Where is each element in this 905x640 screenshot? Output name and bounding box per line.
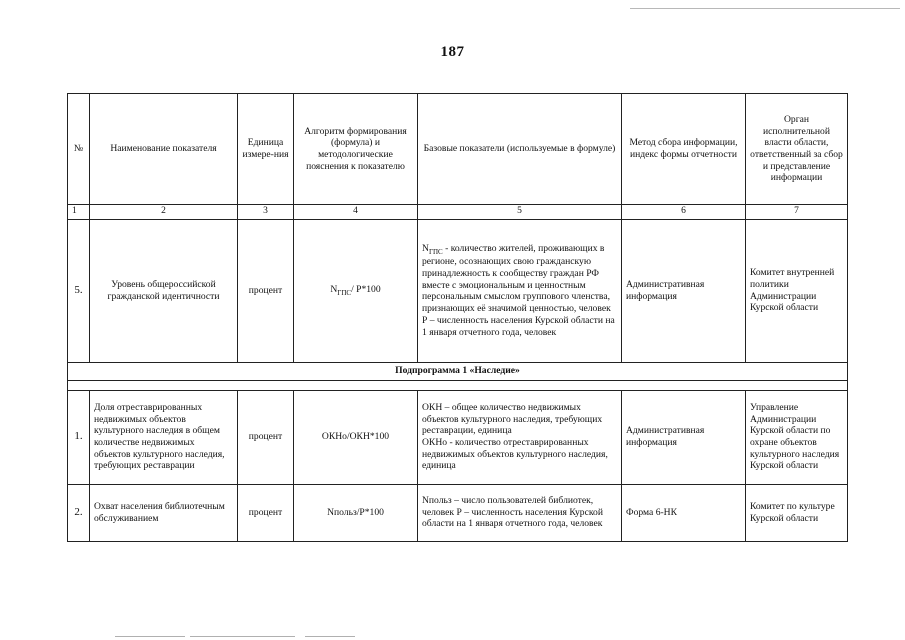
collection-method: Административная информация [622,219,746,362]
column-number: 6 [622,205,746,220]
scan-bottom-line [305,636,355,637]
indicator-formula: ОКНо/ОКН*100 [294,390,418,484]
indicator-name: Охват населения библиотечным обслуживанием [90,484,238,541]
indicator-formula: Nпольз/Р*100 [294,484,418,541]
responsible-organ: Управление Администрации Курской области по охране объектов культурного наследия Курской области [746,390,848,484]
scan-edge-line [630,8,900,9]
header-base: Базовые показатели (используемые в формуле) [418,94,622,205]
base-indicators [418,219,622,362]
base-indicator-1 [422,243,617,315]
indicator-name: Уровень общероссийской гражданской идентичности [90,219,238,362]
table-row [68,219,848,362]
indicators-table [67,93,848,542]
indicator-unit: процент [238,390,294,484]
header-unit: Единица измере-ния [238,94,294,205]
indicator-unit: процент [238,484,294,541]
row-number: 5. [68,219,90,362]
header-row [68,94,848,205]
header-name: Наименование показателя [90,94,238,205]
formula-rest: / Р*100 [351,283,381,295]
base-indicator-2: Р – численность населения Курской области на 1 января отчетного года, человек [422,314,615,338]
column-number: 7 [746,205,848,220]
base-text: - количество жителей, проживающих в регионе, осознающих свою гражданскую принадлежность к сообществу граждан РФ вместе с эмоциональным и ценностным персональным смыслом группового членства, признающих её значимой ценностью, человек [422,242,611,315]
responsible-organ: Комитет внутренней политики Администрации Курской области [746,219,848,362]
formula-var: N [330,283,338,295]
scan-bottom-line [190,636,295,637]
spacer-row [68,380,848,390]
column-numbers-row [68,205,848,220]
page-number: 187 [440,44,465,60]
base-var-sub: ГПС [428,247,443,256]
header-method: Метод сбора информации, индекс формы отчетности [622,94,746,205]
column-number: 5 [418,205,622,220]
column-number: 4 [294,205,418,220]
base-indicator-1: Nпольз – число пользователей библиотек, человек Р – численность населения Курской области на 1 января отчетного года, человек [422,495,603,530]
column-number: 3 [238,205,294,220]
subprogram-title: Подпрограмма 1 «Наследие» [68,362,848,380]
collection-method: Форма 6-НК [622,484,746,541]
indicator-formula [294,219,418,362]
row-number: 1. [68,390,90,484]
subprogram-title-row [68,362,848,380]
base-var: N [422,242,429,254]
header-algorithm: Алгоритм формирования (формула) и методологические пояснения к показателю [294,94,418,205]
column-number: 1 [68,205,90,220]
base-indicator-2: ОКНо - количество отреставрированных недвижимых объектов культурного наследия, единица [422,437,608,472]
row-number: 2. [68,484,90,541]
indicator-name: Доля отреставрированных недвижимых объектов культурного наследия в общем количестве недвижимых объектов культурного наследия, требующих реставрации [90,390,238,484]
base-indicators [418,484,622,541]
table-row [68,484,848,541]
scan-bottom-line [115,636,185,637]
base-indicator-1: ОКН – общее количество недвижимых объектов культурного наследия, требующих реставрации, единица [422,401,603,437]
responsible-organ: Комитет по культуре Курской области [746,484,848,541]
spacer-cell [68,380,848,390]
indicator-unit: процент [238,219,294,362]
formula-var-sub: ГПС [337,288,352,297]
collection-method: Административная информация [622,390,746,484]
column-number: 2 [90,205,238,220]
table-row [68,390,848,484]
header-organ: Орган исполнительной власти области, ответственный за сбор и представление информации [746,94,848,205]
base-indicators [418,390,622,484]
header-num: № [68,94,90,205]
